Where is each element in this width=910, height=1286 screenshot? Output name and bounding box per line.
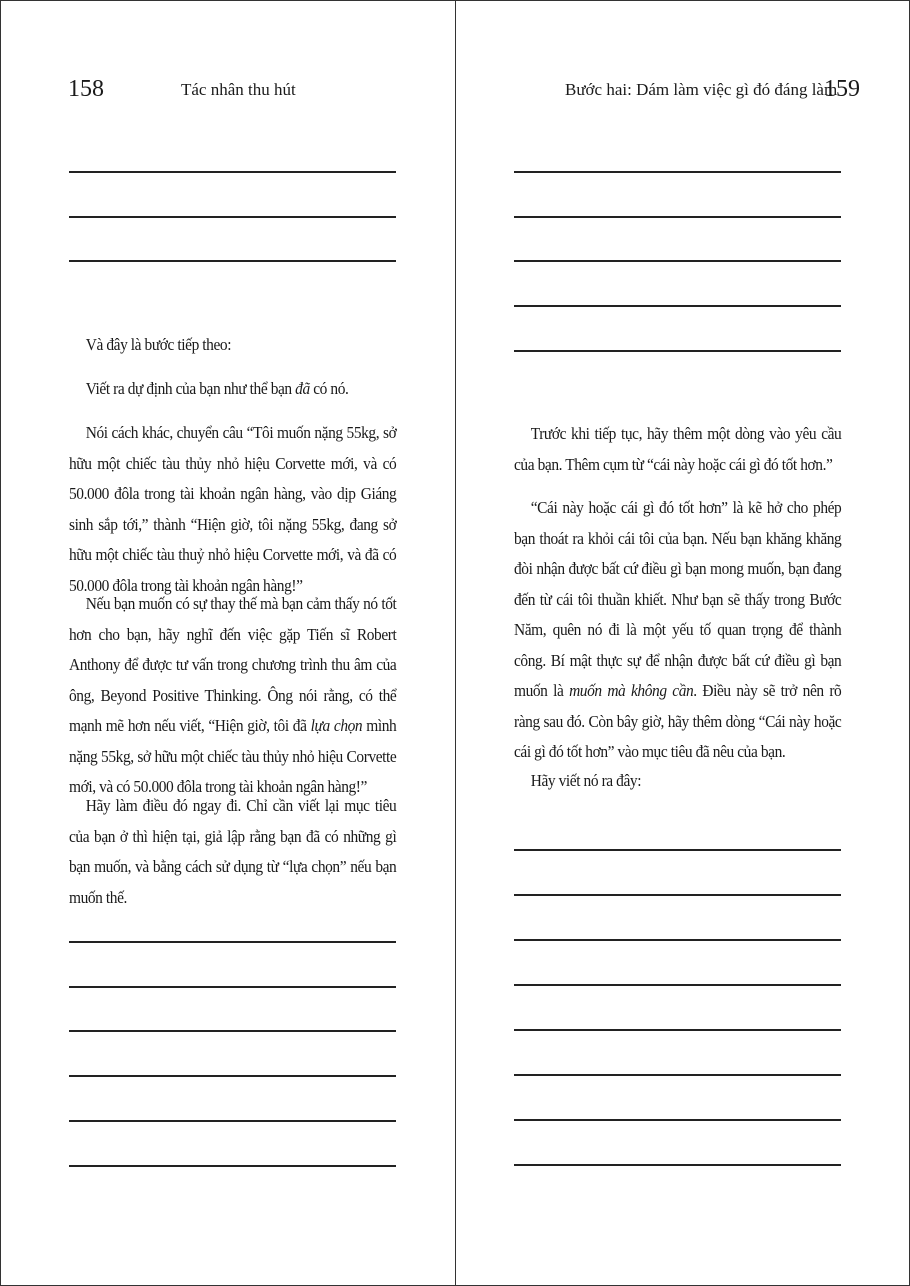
page-gutter-divider <box>455 1 456 1285</box>
writing-line <box>69 1030 396 1032</box>
writing-line <box>514 350 841 352</box>
writing-line <box>69 1165 396 1167</box>
writing-line <box>514 1074 841 1076</box>
body-paragraph: Nói cách khác, chuyển câu “Tôi muốn nặng 55kg, sở hữu một chiếc tàu thủy nhỏ hiệu Corvette mới, và có 50.000 đôla trong tài khoản ngân hàng, vào dịp Giáng sinh sắp tới,” thành “Hiện giờ, tôi nặng 55kg, đang sở hữu một chiếc tàu thuỷ nhỏ hiệu Corvette mới, và đã có 50.000 đôla trong tài khoản ngân hàng!” <box>69 423 397 595</box>
running-head: Tác nhân thu hút <box>181 80 296 99</box>
body-paragraph: Hãy làm điều đó ngay đi. Chỉ cần viết lại mục tiêu của bạn ở thì hiện tại, giả lập rằng bạn đã có những gì bạn muốn, và bằng cách sử dụng từ “lựa chọn” nếu bạn muốn thế. <box>69 796 397 907</box>
body-paragraph: Viết ra dự định của bạn như thể bạn đã có nó. <box>85 379 349 398</box>
writing-line <box>514 939 841 941</box>
emphasis-text: muốn mà không cần <box>569 681 694 700</box>
page-number: 158 <box>68 76 104 102</box>
emphasis-text: lựa chọn <box>310 716 363 735</box>
page-number: 159 <box>824 76 860 102</box>
writing-line <box>69 986 396 988</box>
writing-line <box>514 984 841 986</box>
writing-line <box>514 1164 841 1166</box>
writing-line <box>69 260 396 262</box>
writing-line <box>69 171 396 173</box>
body-paragraph: Hãy viết nó ra đây: <box>530 771 642 790</box>
body-paragraph: Nếu bạn muốn có sự thay thế mà bạn cảm thấy nó tốt hơn cho bạn, hãy nghĩ đến việc gặp Tiến sĩ Robert Anthony để được tư vấn trong chương trình thu âm của ông, Beyond Positive Thinking. Ông nói rằng, có thể mạnh mẽ hơn nếu viết, “Hiện giờ, tôi đã lựa chọn mình nặng 55kg, sở hữu một chiếc tàu thủy nhỏ hiệu Corvette mới, và có 50.000 đôla trong tài khoản ngân hàng!” <box>69 594 397 796</box>
writing-line <box>69 1075 396 1077</box>
writing-line <box>514 171 841 173</box>
body-paragraph: “Cái này hoặc cái gì đó tốt hơn” là kẽ hở cho phép bạn thoát ra khỏi cái tôi của bạn. Nếu bạn khăng khăng đòi nhận được bất cứ điều gì bạn mong muốn, bạn đang đến từ cái tôi thuần khiết. Như bạn sẽ thấy trong Bước Năm, quên nó đi là một yếu tố quan trọng để thành công. Bí mật thực sự để nhận được bất cứ điều gì bạn muốn là muốn mà không cần. Điều này sẽ trở nên rõ ràng sau đó. Còn bây giờ, hãy thêm dòng “Cái này hoặc cái gì đó tốt hơn” vào mục tiêu đã nêu của bạn. <box>514 498 842 761</box>
writing-line <box>69 216 396 218</box>
writing-line <box>514 305 841 307</box>
writing-line <box>69 1120 396 1122</box>
writing-line <box>514 1119 841 1121</box>
emphasis-text: đã <box>295 379 310 398</box>
writing-line <box>514 894 841 896</box>
writing-line <box>69 941 396 943</box>
writing-line <box>514 216 841 218</box>
body-paragraph: Và đây là bước tiếp theo: <box>85 335 232 354</box>
running-head: Bước hai: Dám làm việc gì đó đáng làm <box>565 80 838 99</box>
body-paragraph: Trước khi tiếp tục, hãy thêm một dòng vào yêu cầu của bạn. Thêm cụm từ “cái này hoặc cái gì đó tốt hơn.” <box>514 424 842 474</box>
writing-line <box>514 849 841 851</box>
writing-line <box>514 1029 841 1031</box>
writing-line <box>514 260 841 262</box>
